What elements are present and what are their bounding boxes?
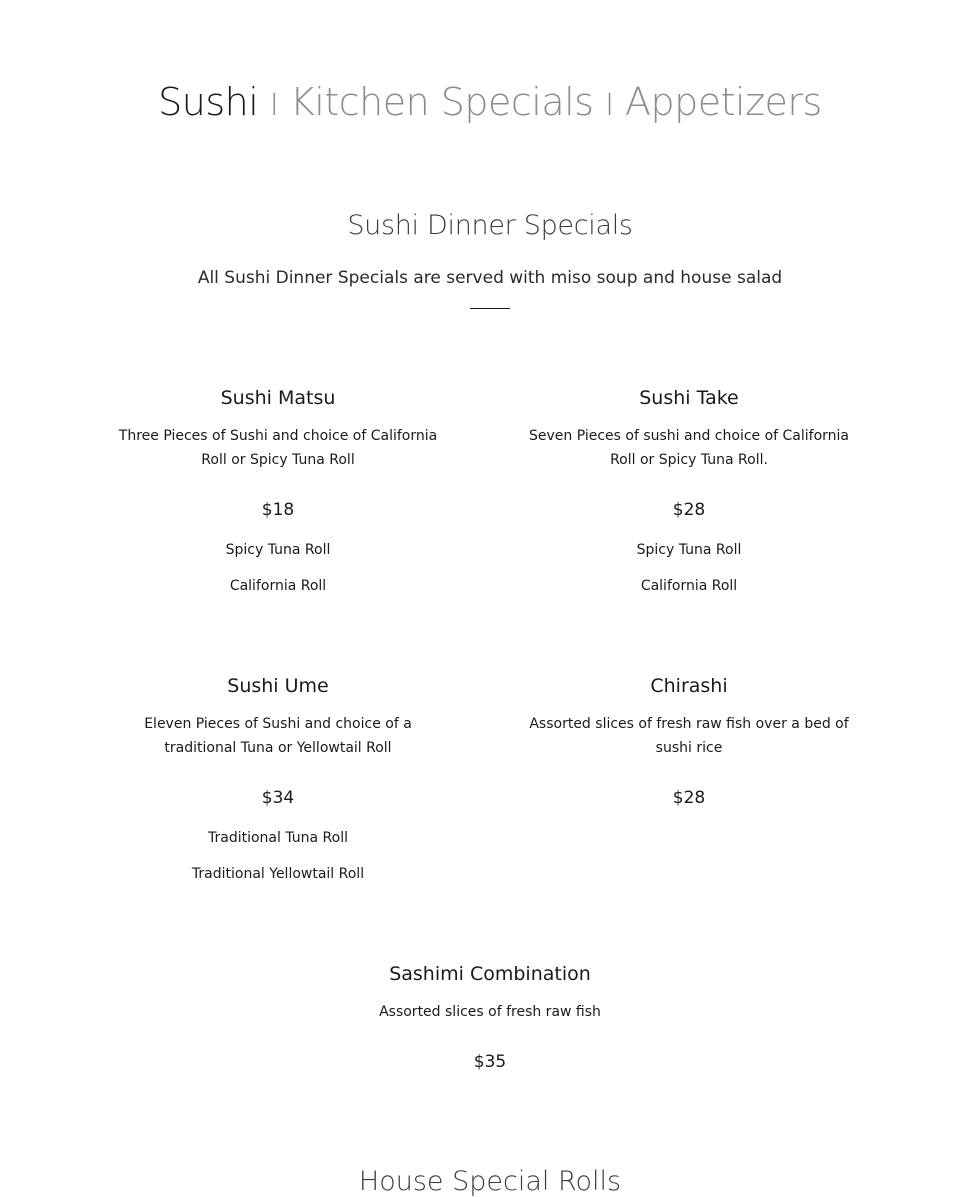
nav-appetizers-link[interactable]: Appetizers (625, 80, 822, 124)
menu-item-option: California Roll (229, 578, 327, 594)
menu-item-price: $34 (261, 788, 295, 808)
menu-item-chirashi (524, 673, 854, 810)
menu-item-name: Sushi Matsu (220, 387, 336, 409)
category-nav (0, 76, 965, 132)
nav-separator: I (269, 88, 279, 123)
menu-item-option: Traditional Tuna Roll (208, 830, 348, 846)
menu-item-options (113, 541, 443, 595)
menu-item-option: Traditional Yellowtail Roll (191, 866, 365, 882)
menu-item-price: $28 (672, 500, 706, 520)
nav-kitchen-specials-link[interactable]: Kitchen Specials (289, 80, 594, 124)
menu-item-option: Spicy Tuna Roll (636, 542, 742, 558)
menu-item-price: $18 (261, 500, 295, 520)
menu-item-sushi-take (524, 385, 854, 613)
nav-separator: I (605, 88, 614, 123)
menu-item-options (113, 829, 443, 883)
menu-item-name: Sashimi Combination (389, 963, 591, 985)
menu-item-sushi-matsu (113, 385, 443, 613)
menu-item-price: $35 (473, 1052, 507, 1072)
menu-item-price: $28 (672, 788, 706, 808)
section-divider (470, 308, 510, 309)
menu-item-option: California Roll (640, 578, 738, 594)
menu-item-description: Assorted slices of fresh raw fish over a bed of sushi rice (529, 716, 849, 756)
menu-item-name: Sushi Ume (227, 675, 329, 697)
menu-item-description: Seven Pieces of sushi and choice of California Roll or Spicy Tuna Roll. (528, 428, 850, 468)
menu-item-options (524, 541, 854, 595)
section-subtitle: All Sushi Dinner Specials are served with miso soup and house salad (197, 268, 783, 288)
nav-sushi-link[interactable]: Sushi (158, 80, 259, 124)
menu-item-description: Three Pieces of Sushi and choice of California Roll or Spicy Tuna Roll (118, 428, 438, 468)
menu-item-sashimi-combination (325, 961, 655, 1074)
menu-item-name: Chirashi (650, 675, 728, 697)
menu-item-sushi-ume (113, 673, 443, 901)
menu-item-name: Sushi Take (639, 387, 739, 409)
menu-item-description: Eleven Pieces of Sushi and choice of a traditional Tuna or Yellowtail Roll (144, 716, 412, 756)
menu-item-description: Assorted slices of fresh raw fish (379, 1004, 601, 1020)
section-title: Sushi Dinner Specials (347, 210, 633, 241)
menu-item-option: Spicy Tuna Roll (225, 542, 331, 558)
next-section-title: House Special Rolls (358, 1166, 622, 1197)
